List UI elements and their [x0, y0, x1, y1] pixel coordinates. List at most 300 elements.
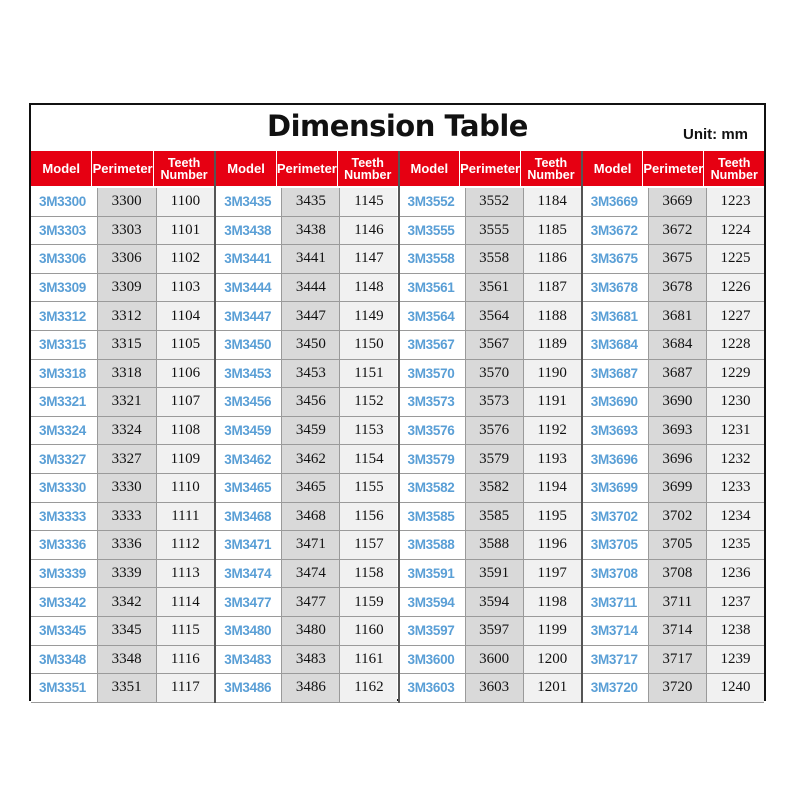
teeth-number-cell: 1196 — [524, 531, 581, 559]
header-perimeter: Perimeter — [460, 151, 521, 186]
teeth-number-cell: 1101 — [157, 217, 215, 245]
teeth-number-cell: 1152 — [340, 388, 397, 416]
perimeter-cell: 3312 — [98, 302, 157, 330]
teeth-number-cell: 1236 — [707, 560, 764, 588]
perimeter-cell: 3675 — [649, 245, 707, 273]
perimeter-cell: 3597 — [466, 617, 524, 645]
table-row — [400, 560, 581, 589]
model-cell: 3M3597 — [400, 617, 466, 645]
perimeter-cell: 3351 — [98, 674, 157, 702]
model-cell: 3M3447 — [216, 302, 282, 330]
model-cell: 3M3477 — [216, 588, 282, 616]
table-row — [216, 445, 397, 474]
table-row — [583, 560, 764, 589]
teeth-number-cell: 1197 — [524, 560, 581, 588]
perimeter-cell: 3435 — [282, 188, 340, 216]
table-row — [31, 674, 214, 703]
header-perimeter: Perimeter — [643, 151, 704, 186]
perimeter-cell: 3720 — [649, 674, 707, 702]
teeth-number-cell: 1157 — [340, 531, 397, 559]
model-cell: 3M3438 — [216, 217, 282, 245]
teeth-number-cell: 1147 — [340, 245, 397, 273]
header-teeth-number: Teeth Number — [710, 155, 758, 182]
table-row — [216, 674, 397, 703]
teeth-number-cell: 1228 — [707, 331, 764, 359]
model-cell: 3M3594 — [400, 588, 466, 616]
table-block — [581, 151, 764, 703]
perimeter-cell: 3339 — [98, 560, 157, 588]
header-perimeter: Perimeter — [92, 151, 153, 186]
perimeter-cell: 3600 — [466, 646, 524, 674]
header-model: Model — [583, 151, 644, 186]
perimeter-cell: 3588 — [466, 531, 524, 559]
teeth-number-cell: 1146 — [340, 217, 397, 245]
perimeter-cell: 3672 — [649, 217, 707, 245]
table-row — [31, 360, 214, 389]
teeth-number-cell: 1239 — [707, 646, 764, 674]
teeth-number-cell: 1159 — [340, 588, 397, 616]
teeth-number-cell: 1102 — [157, 245, 215, 273]
model-cell: 3M3324 — [31, 417, 98, 445]
table-row — [583, 474, 764, 503]
perimeter-cell: 3333 — [98, 503, 157, 531]
model-cell: 3M3714 — [583, 617, 649, 645]
teeth-number-cell: 1224 — [707, 217, 764, 245]
teeth-number-cell: 1184 — [524, 188, 581, 216]
dimension-table — [29, 103, 766, 701]
teeth-number-cell: 1111 — [157, 503, 215, 531]
perimeter-cell: 3450 — [282, 331, 340, 359]
perimeter-cell: 3591 — [466, 560, 524, 588]
model-cell: 3M3339 — [31, 560, 98, 588]
header-teeth-number: Teeth Number — [344, 155, 392, 182]
model-cell: 3M3720 — [583, 674, 649, 702]
title-bar — [31, 105, 764, 151]
table-row — [31, 588, 214, 617]
perimeter-cell: 3318 — [98, 360, 157, 388]
model-cell: 3M3303 — [31, 217, 98, 245]
table-row — [583, 274, 764, 303]
model-cell: 3M3699 — [583, 474, 649, 502]
model-cell: 3M3561 — [400, 274, 466, 302]
model-cell: 3M3465 — [216, 474, 282, 502]
table-row — [400, 474, 581, 503]
model-cell: 3M3708 — [583, 560, 649, 588]
perimeter-cell: 3459 — [282, 417, 340, 445]
table-row — [400, 417, 581, 446]
model-cell: 3M3312 — [31, 302, 98, 330]
table-row — [400, 503, 581, 532]
model-cell: 3M3462 — [216, 445, 282, 473]
table-row — [583, 417, 764, 446]
perimeter-cell: 3702 — [649, 503, 707, 531]
table-block — [214, 151, 397, 703]
teeth-number-cell: 1185 — [524, 217, 581, 245]
perimeter-cell: 3711 — [649, 588, 707, 616]
perimeter-cell: 3567 — [466, 331, 524, 359]
teeth-number-cell: 1155 — [340, 474, 397, 502]
table-title: Dimension Table — [267, 109, 528, 143]
model-cell: 3M3450 — [216, 331, 282, 359]
perimeter-cell: 3561 — [466, 274, 524, 302]
table-row — [31, 646, 214, 675]
perimeter-cell: 3444 — [282, 274, 340, 302]
table-row — [31, 217, 214, 246]
perimeter-cell: 3582 — [466, 474, 524, 502]
perimeter-cell: 3558 — [466, 245, 524, 273]
table-row — [31, 617, 214, 646]
teeth-number-cell: 1114 — [157, 588, 215, 616]
model-cell: 3M3459 — [216, 417, 282, 445]
model-cell: 3M3687 — [583, 360, 649, 388]
model-cell: 3M3681 — [583, 302, 649, 330]
model-cell: 3M3570 — [400, 360, 466, 388]
model-cell: 3M3711 — [583, 588, 649, 616]
model-cell: 3M3576 — [400, 417, 466, 445]
table-row — [400, 588, 581, 617]
table-row — [31, 445, 214, 474]
model-cell: 3M3441 — [216, 245, 282, 273]
teeth-number-cell: 1161 — [340, 646, 397, 674]
teeth-number-cell: 1192 — [524, 417, 581, 445]
perimeter-cell: 3306 — [98, 245, 157, 273]
model-cell: 3M3486 — [216, 674, 282, 702]
model-cell: 3M3564 — [400, 302, 466, 330]
perimeter-cell: 3678 — [649, 274, 707, 302]
teeth-number-cell: 1112 — [157, 531, 215, 559]
table-row — [216, 217, 397, 246]
model-cell: 3M3573 — [400, 388, 466, 416]
perimeter-cell: 3441 — [282, 245, 340, 273]
table-row — [400, 274, 581, 303]
table-row — [400, 617, 581, 646]
model-cell: 3M3579 — [400, 445, 466, 473]
model-cell: 3M3444 — [216, 274, 282, 302]
table-row — [583, 388, 764, 417]
teeth-number-cell: 1116 — [157, 646, 215, 674]
model-cell: 3M3300 — [31, 188, 98, 216]
table-row — [31, 388, 214, 417]
table-row — [400, 331, 581, 360]
perimeter-cell: 3462 — [282, 445, 340, 473]
table-row — [400, 302, 581, 331]
model-cell: 3M3591 — [400, 560, 466, 588]
teeth-number-cell: 1231 — [707, 417, 764, 445]
perimeter-cell: 3327 — [98, 445, 157, 473]
teeth-number-cell: 1200 — [524, 646, 581, 674]
teeth-number-cell: 1153 — [340, 417, 397, 445]
perimeter-cell: 3564 — [466, 302, 524, 330]
model-cell: 3M3696 — [583, 445, 649, 473]
header-model: Model — [31, 151, 92, 186]
perimeter-cell: 3315 — [98, 331, 157, 359]
perimeter-cell: 3474 — [282, 560, 340, 588]
perimeter-cell: 3576 — [466, 417, 524, 445]
teeth-number-cell: 1145 — [340, 188, 397, 216]
model-cell: 3M3318 — [31, 360, 98, 388]
teeth-number-cell: 1115 — [157, 617, 215, 645]
header-row — [400, 151, 581, 186]
teeth-number-cell: 1162 — [340, 674, 397, 702]
table-row — [216, 245, 397, 274]
teeth-number-cell: 1104 — [157, 302, 215, 330]
unit-label: Unit: mm — [683, 126, 748, 143]
teeth-number-cell: 1149 — [340, 302, 397, 330]
model-cell: 3M3483 — [216, 646, 282, 674]
perimeter-cell: 3603 — [466, 674, 524, 702]
model-cell: 3M3474 — [216, 560, 282, 588]
teeth-number-cell: 1237 — [707, 588, 764, 616]
table-grid — [31, 151, 764, 703]
perimeter-cell: 3696 — [649, 445, 707, 473]
table-row — [31, 302, 214, 331]
perimeter-cell: 3579 — [466, 445, 524, 473]
table-row — [31, 531, 214, 560]
teeth-number-cell: 1154 — [340, 445, 397, 473]
perimeter-cell: 3669 — [649, 188, 707, 216]
table-row — [583, 245, 764, 274]
table-row — [216, 617, 397, 646]
teeth-number-cell: 1225 — [707, 245, 764, 273]
teeth-number-cell: 1148 — [340, 274, 397, 302]
perimeter-cell: 3480 — [282, 617, 340, 645]
header-model: Model — [400, 151, 461, 186]
model-cell: 3M3552 — [400, 188, 466, 216]
model-cell: 3M3333 — [31, 503, 98, 531]
header-perimeter: Perimeter — [277, 151, 338, 186]
table-row — [216, 360, 397, 389]
table-row — [31, 474, 214, 503]
model-cell: 3M3558 — [400, 245, 466, 273]
table-row — [216, 588, 397, 617]
table-row — [400, 646, 581, 675]
model-cell: 3M3345 — [31, 617, 98, 645]
perimeter-cell: 3438 — [282, 217, 340, 245]
header-row — [583, 151, 764, 186]
teeth-number-cell: 1195 — [524, 503, 581, 531]
teeth-number-cell: 1151 — [340, 360, 397, 388]
teeth-number-cell: 1150 — [340, 331, 397, 359]
header-row — [216, 151, 397, 186]
teeth-number-cell: 1188 — [524, 302, 581, 330]
teeth-number-cell: 1199 — [524, 617, 581, 645]
table-row — [216, 474, 397, 503]
table-row — [583, 674, 764, 703]
model-cell: 3M3702 — [583, 503, 649, 531]
header-teeth-number: Teeth Number — [160, 155, 208, 182]
table-row — [31, 503, 214, 532]
teeth-number-cell: 1113 — [157, 560, 215, 588]
perimeter-cell: 3681 — [649, 302, 707, 330]
perimeter-cell: 3573 — [466, 388, 524, 416]
model-cell: 3M3693 — [583, 417, 649, 445]
teeth-number-cell: 1186 — [524, 245, 581, 273]
table-row — [216, 388, 397, 417]
table-row — [583, 445, 764, 474]
table-row — [400, 245, 581, 274]
model-cell: 3M3555 — [400, 217, 466, 245]
table-row — [583, 617, 764, 646]
teeth-number-cell: 1105 — [157, 331, 215, 359]
perimeter-cell: 3453 — [282, 360, 340, 388]
model-cell: 3M3306 — [31, 245, 98, 273]
table-row — [583, 188, 764, 217]
teeth-number-cell: 1106 — [157, 360, 215, 388]
perimeter-cell: 3477 — [282, 588, 340, 616]
model-cell: 3M3585 — [400, 503, 466, 531]
teeth-number-cell: 1191 — [524, 388, 581, 416]
teeth-number-cell: 1230 — [707, 388, 764, 416]
model-cell: 3M3717 — [583, 646, 649, 674]
perimeter-cell: 3471 — [282, 531, 340, 559]
table-row — [31, 274, 214, 303]
perimeter-cell: 3570 — [466, 360, 524, 388]
teeth-number-cell: 1193 — [524, 445, 581, 473]
table-row — [583, 217, 764, 246]
teeth-number-cell: 1107 — [157, 388, 215, 416]
table-row — [216, 274, 397, 303]
perimeter-cell: 3555 — [466, 217, 524, 245]
model-cell: 3M3600 — [400, 646, 466, 674]
table-row — [400, 674, 581, 703]
teeth-number-cell: 1232 — [707, 445, 764, 473]
table-block — [398, 151, 581, 703]
perimeter-cell: 3321 — [98, 388, 157, 416]
perimeter-cell: 3594 — [466, 588, 524, 616]
perimeter-cell: 3345 — [98, 617, 157, 645]
perimeter-cell: 3585 — [466, 503, 524, 531]
perimeter-cell: 3717 — [649, 646, 707, 674]
table-row — [216, 417, 397, 446]
perimeter-cell: 3486 — [282, 674, 340, 702]
teeth-number-cell: 1156 — [340, 503, 397, 531]
perimeter-cell: 3684 — [649, 331, 707, 359]
perimeter-cell: 3303 — [98, 217, 157, 245]
model-cell: 3M3603 — [400, 674, 466, 702]
table-row — [400, 188, 581, 217]
teeth-number-cell: 1190 — [524, 360, 581, 388]
table-row — [31, 245, 214, 274]
table-row — [400, 360, 581, 389]
model-cell: 3M3582 — [400, 474, 466, 502]
teeth-number-cell: 1235 — [707, 531, 764, 559]
teeth-number-cell: 1117 — [157, 674, 215, 702]
teeth-number-cell: 1160 — [340, 617, 397, 645]
teeth-number-cell: 1234 — [707, 503, 764, 531]
teeth-number-cell: 1223 — [707, 188, 764, 216]
header-model: Model — [216, 151, 277, 186]
model-cell: 3M3342 — [31, 588, 98, 616]
teeth-number-cell: 1189 — [524, 331, 581, 359]
table-row — [216, 560, 397, 589]
table-row — [583, 331, 764, 360]
model-cell: 3M3672 — [583, 217, 649, 245]
header-row — [31, 151, 214, 186]
perimeter-cell: 3687 — [649, 360, 707, 388]
model-cell: 3M3348 — [31, 646, 98, 674]
table-row — [216, 188, 397, 217]
table-row — [216, 646, 397, 675]
table-row — [400, 217, 581, 246]
teeth-number-cell: 1238 — [707, 617, 764, 645]
table-row — [583, 503, 764, 532]
perimeter-cell: 3552 — [466, 188, 524, 216]
model-cell: 3M3678 — [583, 274, 649, 302]
table-row — [216, 331, 397, 360]
table-block — [31, 151, 214, 703]
teeth-number-cell: 1158 — [340, 560, 397, 588]
perimeter-cell: 3699 — [649, 474, 707, 502]
table-row — [216, 531, 397, 560]
table-row — [400, 388, 581, 417]
perimeter-cell: 3348 — [98, 646, 157, 674]
table-row — [583, 531, 764, 560]
perimeter-cell: 3693 — [649, 417, 707, 445]
model-cell: 3M3471 — [216, 531, 282, 559]
teeth-number-cell: 1109 — [157, 445, 215, 473]
perimeter-cell: 3342 — [98, 588, 157, 616]
perimeter-cell: 3456 — [282, 388, 340, 416]
teeth-number-cell: 1226 — [707, 274, 764, 302]
perimeter-cell: 3336 — [98, 531, 157, 559]
perimeter-cell: 3465 — [282, 474, 340, 502]
table-row — [583, 360, 764, 389]
model-cell: 3M3684 — [583, 331, 649, 359]
model-cell: 3M3675 — [583, 245, 649, 273]
perimeter-cell: 3309 — [98, 274, 157, 302]
table-row — [400, 445, 581, 474]
teeth-number-cell: 1227 — [707, 302, 764, 330]
model-cell: 3M3327 — [31, 445, 98, 473]
table-row — [31, 331, 214, 360]
model-cell: 3M3705 — [583, 531, 649, 559]
perimeter-cell: 3447 — [282, 302, 340, 330]
teeth-number-cell: 1110 — [157, 474, 215, 502]
model-cell: 3M3330 — [31, 474, 98, 502]
model-cell: 3M3435 — [216, 188, 282, 216]
teeth-number-cell: 1187 — [524, 274, 581, 302]
table-row — [400, 531, 581, 560]
perimeter-cell: 3705 — [649, 531, 707, 559]
teeth-number-cell: 1201 — [524, 674, 581, 702]
model-cell: 3M3669 — [583, 188, 649, 216]
perimeter-cell: 3330 — [98, 474, 157, 502]
perimeter-cell: 3714 — [649, 617, 707, 645]
perimeter-cell: 3483 — [282, 646, 340, 674]
header-teeth-number: Teeth Number — [527, 155, 575, 182]
table-row — [583, 646, 764, 675]
perimeter-cell: 3324 — [98, 417, 157, 445]
model-cell: 3M3588 — [400, 531, 466, 559]
teeth-number-cell: 1229 — [707, 360, 764, 388]
model-cell: 3M3690 — [583, 388, 649, 416]
table-row — [31, 417, 214, 446]
model-cell: 3M3480 — [216, 617, 282, 645]
teeth-number-cell: 1100 — [157, 188, 215, 216]
teeth-number-cell: 1233 — [707, 474, 764, 502]
teeth-number-cell: 1198 — [524, 588, 581, 616]
model-cell: 3M3321 — [31, 388, 98, 416]
model-cell: 3M3336 — [31, 531, 98, 559]
table-row — [31, 560, 214, 589]
table-row — [31, 188, 214, 217]
perimeter-cell: 3708 — [649, 560, 707, 588]
model-cell: 3M3567 — [400, 331, 466, 359]
model-cell: 3M3351 — [31, 674, 98, 702]
model-cell: 3M3453 — [216, 360, 282, 388]
perimeter-cell: 3690 — [649, 388, 707, 416]
table-row — [583, 302, 764, 331]
